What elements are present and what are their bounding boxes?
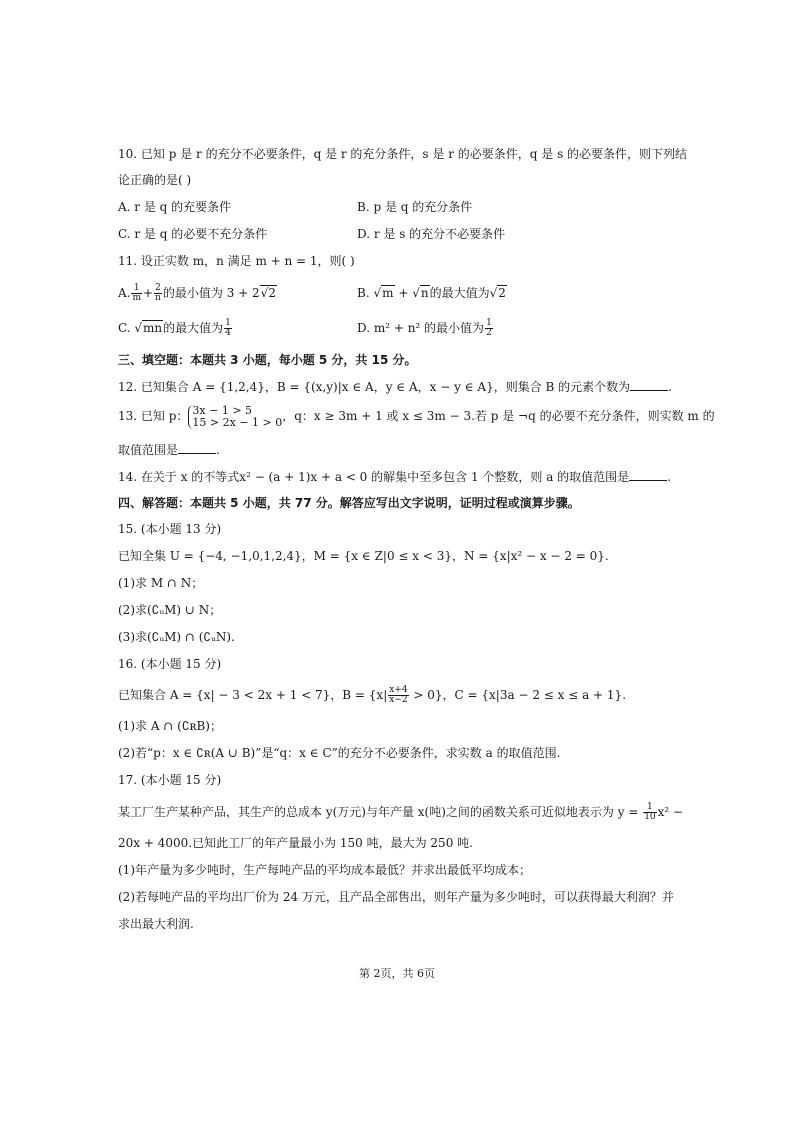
q15-part-3: (3)求(∁ᵤM) ∩ (∁ᵤN). — [118, 630, 235, 644]
q11-option-a: A. $\frac{1}{m}$ + $\frac{2}{n}$ 的最小值为 3 + 2√2 — [118, 283, 276, 303]
q16-part-2: (2)若“p：x ∈ ∁ʀ(A ∪ B)”是“q：x ∈ C”的充分不必要条件，求实数 a 的取值范围. — [118, 746, 561, 760]
q14-answer-blank[interactable] — [629, 468, 667, 481]
q17-stem-line2: 20x + 4000.已知此工厂的年产量最小为 150 吨，最大为 250 吨. — [118, 836, 473, 850]
q16-title: 16. (本小题 15 分) — [118, 657, 222, 671]
q11-stem: 11. 设正实数 m，n 满足 m + n = 1，则( ) — [118, 254, 355, 268]
q16-part-1: (1)求 A ∩ (∁ʀB)； — [118, 719, 222, 733]
q10-stem-line2: 论正确的是( ) — [118, 173, 192, 187]
q17-part-2-line2: 求出最大利润. — [118, 917, 194, 931]
q11-option-d: D. m² + n² 的最小值为 $\frac{1}{2}$ — [357, 318, 492, 338]
section-3-heading: 三、填空题：本题共 3 小题，每小题 5 分，共 15 分。 — [118, 353, 417, 367]
q12-stem: 12. 已知集合 A = {1,2,4}，B = {(x,y)|x ∈ A，y ∈ A，x − y ∈ A}，则集合 B 的元素个数为 . — [118, 380, 672, 394]
q17-title: 17. (本小题 15 分) — [118, 773, 222, 787]
q17-part-1: (1)年产量为多少吨时，生产每吨产品的平均成本最低？并求出最低平均成本； — [118, 863, 532, 877]
q10-option-a: A. r 是 q 的充要条件 — [118, 200, 232, 214]
q15-part-2: (2)求(∁ᵤM) ∪ N； — [118, 603, 222, 617]
page-footer: 第 2页，共 6页 — [359, 967, 435, 980]
q13-inequality-system: 3x − 1 > 5 15 > 2x − 1 > 0 — [188, 405, 282, 429]
q17-stem-line1: 某工厂生产某种产品，其生产的总成本 y(万元)与年产量 x(吨)之间的函数关系可近似地表示为 y = $\frac{1}{10}$ x² − — [118, 802, 684, 822]
q12-answer-blank[interactable] — [630, 378, 668, 391]
q13-stem-line1: 13. 已知 p： 3x − 1 > 5 15 > 2x − 1 > 0 ，q：x ≥ 3m + 1 或 x ≤ 3m − 3.若 p 是 ¬q 的必要不充分条件，则实数 m 的 — [118, 403, 715, 429]
q14-stem: 14. 在关于 x 的不等式x² − (a + 1)x + a < 0 的解集中至多包含 1 个整数，则 a 的取值范围是 . — [118, 470, 672, 484]
q10-option-c: C. r 是 q 的必要不充分条件 — [118, 227, 268, 241]
q10-option-d: D. r 是 s 的充分不必要条件 — [357, 227, 506, 241]
q11-option-c: C. √mn的最大值为 $\frac{1}{4}$ — [118, 318, 231, 338]
q15-stem: 已知全集 U = {−4, −1,0,1,2,4}，M = {x ∈ Z|0 ≤ x < 3}，N = {x|x² − x − 2 = 0}. — [118, 549, 609, 563]
q10-option-b: B. p 是 q 的充分条件 — [357, 200, 473, 214]
q10-stem-line1: 10. 已知 p 是 r 的充分不必要条件，q 是 r 的充分条件，s 是 r 的必要条件，q 是 s 的必要条件，则下列结 — [118, 147, 688, 161]
q15-title: 15. (本小题 13 分) — [118, 522, 222, 536]
section-4-heading: 四、解答题：本题共 5 小题，共 77 分。解答应写出文字说明，证明过程或演算步骤。 — [118, 496, 580, 510]
q13-stem-line2: 取值范围是 . — [118, 443, 220, 457]
q11-option-b: B. √m + √n的最大值为√2 — [357, 286, 506, 300]
q15-part-1: (1)求 M ∩ N； — [118, 576, 204, 590]
q17-part-2-line1: (2)若每吨产品的平均出厂价为 24 万元，且产品全部售出，则年产量为多少吨时，可以获得最大利润？并 — [118, 890, 674, 904]
q13-answer-blank[interactable] — [178, 441, 216, 454]
q16-stem: 已知集合 A = {x| − 3 < 2x + 1 < 7}，B = {x| $\frac{x+4}{x-2}$ > 0}，C = {x|3a − 2 ≤ x ≤ a + 1}. — [118, 685, 627, 705]
